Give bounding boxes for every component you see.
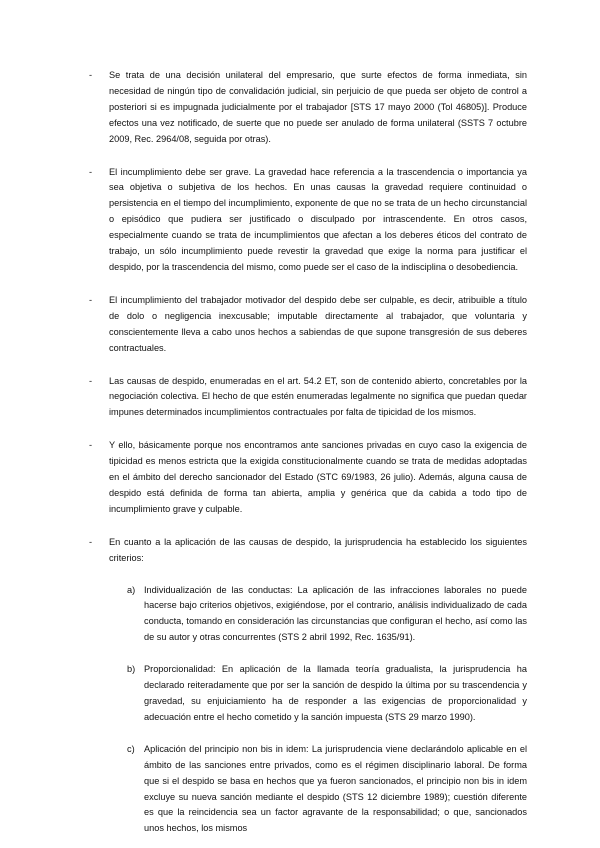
criterion-letter: a) [127, 584, 136, 595]
paragraph: Las causas de despido, enumeradas en el art. 54.2 ET, son de contenido abierto, concretables por la negociación colectiva. El hecho de que estén enumeradas legalmente no significa que puedan quedar impunes determinados incumplimientos contractuales por falta de tipicidad de los mismos. [109, 375, 527, 418]
criterion-item [89, 742, 527, 837]
list-item [89, 535, 527, 567]
criterion-letter: c) [127, 743, 135, 754]
bullet-dash: - [89, 166, 93, 177]
bullet-dash: - [89, 294, 93, 305]
bullet-dash: - [89, 536, 93, 547]
paragraph: Se trata de una decisión unilateral del empresario, que surte efectos de forma inmediata, sin necesidad de ningún tipo de convalidación judicial, sin perjuicio de que pueda ser objeto de control a posteriori si es impugnada judicialmente por el trabajador [STS 17 mayo 2000 (Tol 46805)]. Produce efectos una vez notificado, de suerte que no puede ser anulado de forma unilateral (SSTS 7 octubre 2009, Rec. 2964/08, seguida por otras). [109, 70, 527, 144]
list-item [89, 374, 527, 422]
bullet-dash: - [89, 70, 93, 80]
paragraph: En cuanto a la aplicación de las causas de despido, la jurisprudencia ha establecido los siguientes criterios: [109, 536, 527, 563]
criterion-text: Individualización de las conductas: La aplicación de las infracciones laborales no puede hacerse bajo criterios objetivos, exigiéndose, por el contrario, análisis individualizado de cada conducta, tomando en consideración las circunstancias que configuran el hecho, así como las de su autor y otras concurrentes (STS 2 abril 1992, Rec. 1635/91). [144, 584, 527, 643]
criterion-item [89, 662, 527, 726]
paragraph: El incumplimiento del trabajador motivador del despido debe ser culpable, es decir, atribuible a título de dolo o negligencia inexcusable; imputable directamente al trabajador, que voluntaria y conscientemente lleva a cabo unos hechos a sabiendas de que supone transgresión de sus deberes contractuales. [109, 294, 527, 353]
paragraph: Y ello, básicamente porque nos encontramos ante sanciones privadas en cuyo caso la exigencia de tipicidad es menos estricta que la exigida constitucionalmente cuando se trata de medidas adoptadas en el ámbito del derecho sancionador del Estado (STC 69/1983, 26 julio). Además, alguna causa de despido está definida de forma tan abierta, amplia y genérica que da cabida a todo tipo de incumplimiento grave y culpable. [109, 440, 527, 514]
list-item [89, 165, 527, 276]
criterion-text: Proporcionalidad: En aplicación de la llamada teoría gradualista, la jurisprudencia ha declarado reiteradamente que por ser la sanción de despido la última por su trascendencia y gravedad, su enjuiciamiento ha de responder a las exigencias de proporcionalidad y adecuación entre el hecho cometido y la sanción impuesta (STS 29 marzo 1990). [144, 664, 527, 722]
paragraph: El incumplimiento debe ser grave. La gravedad hace referencia a la trascendencia o importancia ya sea objetiva o subjetiva de los hechos. En unas causas la gravedad requiere continuidad o persistencia en el tiempo del incumplimiento, exponente de que no se trata de un hecho circunstancial o episódico que pudiera ser justificado o disculpado por intrascendente. En otros casos, especialmente cuando se trata de incumplimientos que afectan a los deberes éticos del contrato de trabajo, un sólo incumplimiento puede revestir la gravedad que exige la norma para justificar el despido, por la trascendencia del mismo, como puede ser el caso de la indisciplina o desobediencia. [109, 166, 527, 272]
bullet-dash: - [89, 375, 93, 386]
list-item [89, 438, 527, 518]
bullet-dash: - [89, 440, 93, 451]
list-item [89, 293, 527, 357]
list-item [89, 68, 527, 148]
criterion-letter: b) [127, 664, 136, 675]
criterion-item [89, 583, 527, 647]
document-body [89, 68, 527, 837]
criterion-text: Aplicación del principio non bis in idem: La jurisprudencia viene declarándolo aplicable en el ámbito de las sanciones entre privados, como es el régimen disciplinario laboral. De forma que si el despido se basa en hechos que ya fueron sancionados, el principio non bis in idem excluye su nueva sanción mediante el despido (STS 12 diciembre 1989); cuestión diferente es que la reincidencia sea un factor agravante de la responsabilidad; o que, sancionados unos hechos, los mismos [144, 743, 527, 834]
